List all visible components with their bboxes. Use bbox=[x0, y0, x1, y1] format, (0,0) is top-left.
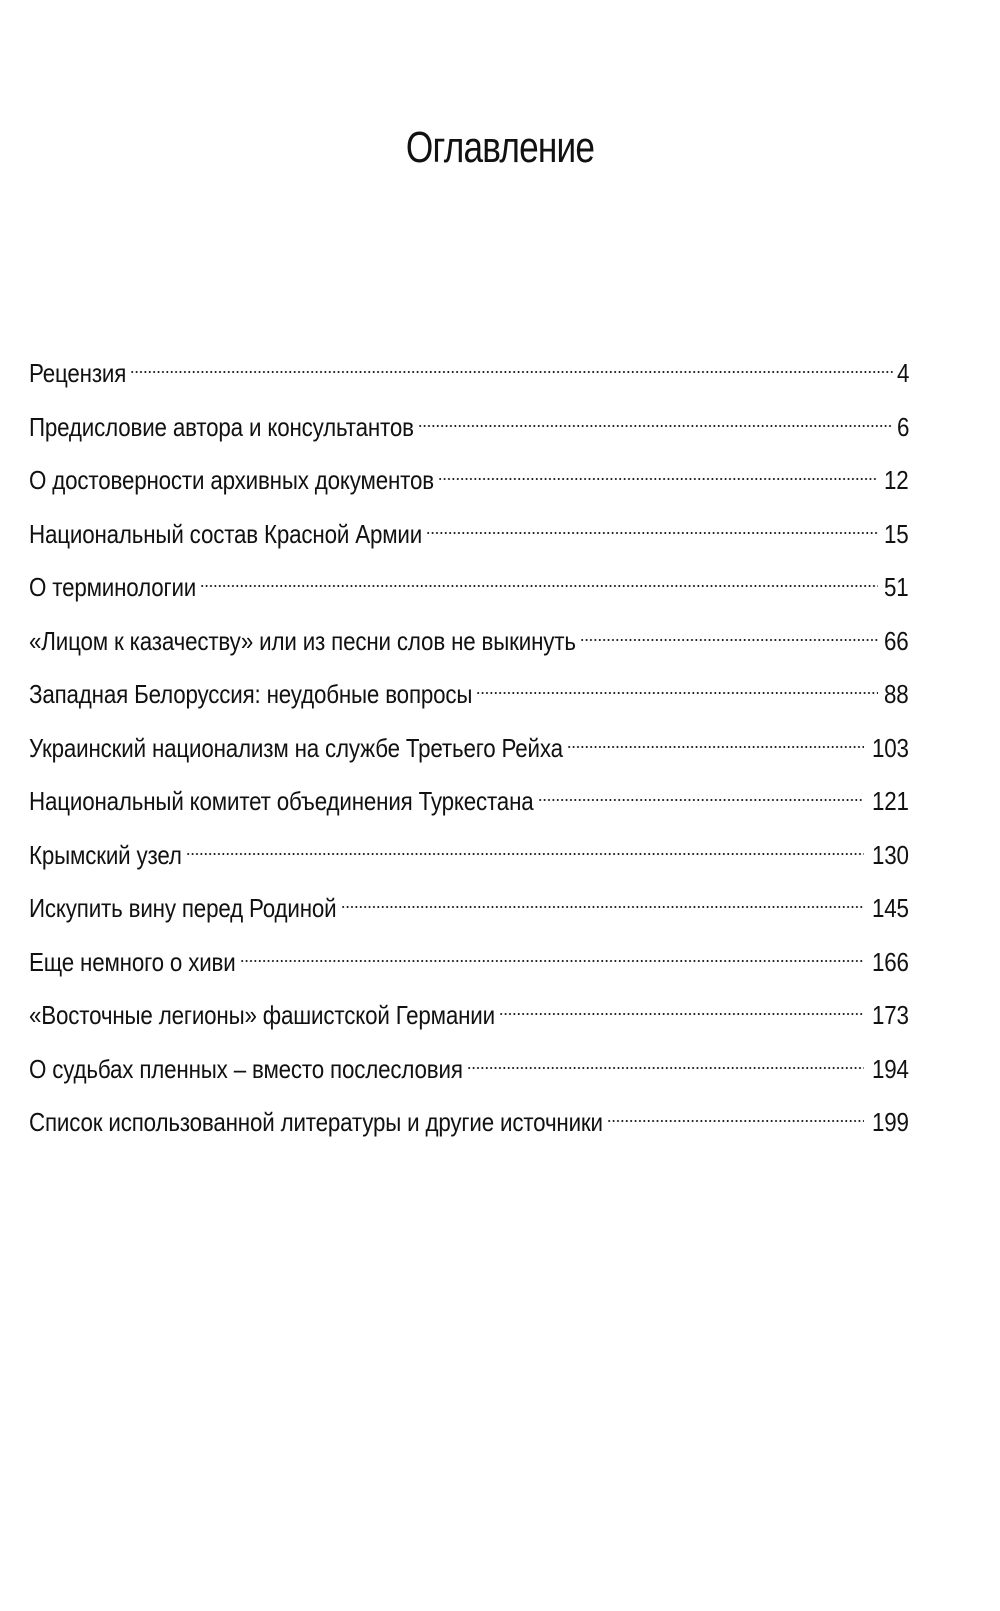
toc-entry-page: 166 bbox=[872, 946, 909, 977]
toc-entry bbox=[29, 614, 909, 668]
toc-leader-dots bbox=[186, 828, 864, 864]
toc-entry-title: Украинский национализм на службе Третьего Рейха bbox=[29, 732, 563, 763]
toc-entry-page: 121 bbox=[872, 786, 909, 816]
toc-entry-page: 173 bbox=[872, 1000, 909, 1030]
toc-entry-title: Рецензия bbox=[29, 358, 127, 388]
toc-entry bbox=[29, 881, 909, 935]
toc-entry-title: О судьбах пленных – вместо послесловия bbox=[29, 1053, 463, 1084]
toc-entry-title: Крымский узел bbox=[29, 839, 182, 870]
table-of-contents bbox=[29, 346, 909, 1149]
toc-entry bbox=[29, 667, 909, 721]
toc-leader-dots bbox=[240, 935, 865, 971]
toc-entry-page: 6 bbox=[896, 411, 909, 442]
toc-leader-dots bbox=[607, 1095, 864, 1131]
toc-entry-title: «Лицом к казачеству» или из песни слов не выкинуть bbox=[29, 625, 576, 656]
toc-entry-title: Западная Белоруссия: неудобные вопросы bbox=[29, 679, 473, 709]
toc-entry bbox=[29, 560, 909, 614]
toc-entry-title: Предисловие автора и консультантов bbox=[29, 411, 414, 442]
toc-entry-page: 194 bbox=[872, 1053, 909, 1084]
toc-leader-dots bbox=[538, 774, 865, 810]
toc-entry-title: «Восточные легионы» фашистской Германии bbox=[29, 1000, 495, 1030]
toc-leader-dots bbox=[438, 453, 879, 489]
toc-entry-title: Национальный комитет объединения Туркестана bbox=[29, 786, 534, 816]
toc-entry-title: Национальный состав Красной Армии bbox=[29, 518, 423, 549]
toc-entry-page: 103 bbox=[872, 732, 909, 763]
toc-leader-dots bbox=[476, 667, 878, 703]
toc-entry-page: 66 bbox=[884, 625, 909, 656]
toc-entry-page: 15 bbox=[884, 518, 909, 549]
toc-entry-page: 51 bbox=[884, 572, 909, 602]
toc-entry-page: 130 bbox=[872, 839, 909, 870]
toc-entry-title: О терминологии bbox=[29, 572, 197, 602]
toc-entry-title: Список использованной литературы и другие источники bbox=[29, 1107, 603, 1137]
toc-entry bbox=[29, 935, 909, 989]
toc-entry bbox=[29, 453, 909, 507]
toc-entry-title: Искупить вину перед Родиной bbox=[29, 893, 337, 923]
toc-leader-dots bbox=[426, 507, 878, 543]
toc-leader-dots bbox=[499, 988, 864, 1024]
toc-leader-dots bbox=[580, 614, 879, 650]
toc-entry-page: 4 bbox=[896, 358, 909, 388]
toc-entry bbox=[29, 400, 909, 454]
toc-entry bbox=[29, 1042, 909, 1096]
toc-entry-page: 12 bbox=[884, 465, 909, 495]
page-title: Оглавление bbox=[405, 123, 595, 172]
toc-entry bbox=[29, 774, 909, 828]
toc-leader-dots bbox=[200, 560, 878, 596]
toc-entry bbox=[29, 721, 909, 775]
toc-entry bbox=[29, 1095, 909, 1149]
toc-entry bbox=[29, 988, 909, 1042]
toc-entry-page: 88 bbox=[884, 679, 909, 709]
toc-leader-dots bbox=[130, 346, 893, 382]
toc-leader-dots bbox=[341, 881, 865, 917]
toc-leader-dots bbox=[567, 721, 864, 757]
toc-entry bbox=[29, 507, 909, 561]
toc-entry-page: 145 bbox=[872, 893, 909, 923]
toc-entry bbox=[29, 346, 909, 400]
toc-leader-dots bbox=[467, 1042, 864, 1078]
toc-entry-title: О достоверности архивных документов bbox=[29, 465, 434, 495]
toc-entry-title: Еще немного о хиви bbox=[29, 946, 236, 977]
toc-entry bbox=[29, 828, 909, 882]
toc-entry-page: 199 bbox=[872, 1107, 909, 1137]
toc-leader-dots bbox=[418, 400, 893, 436]
